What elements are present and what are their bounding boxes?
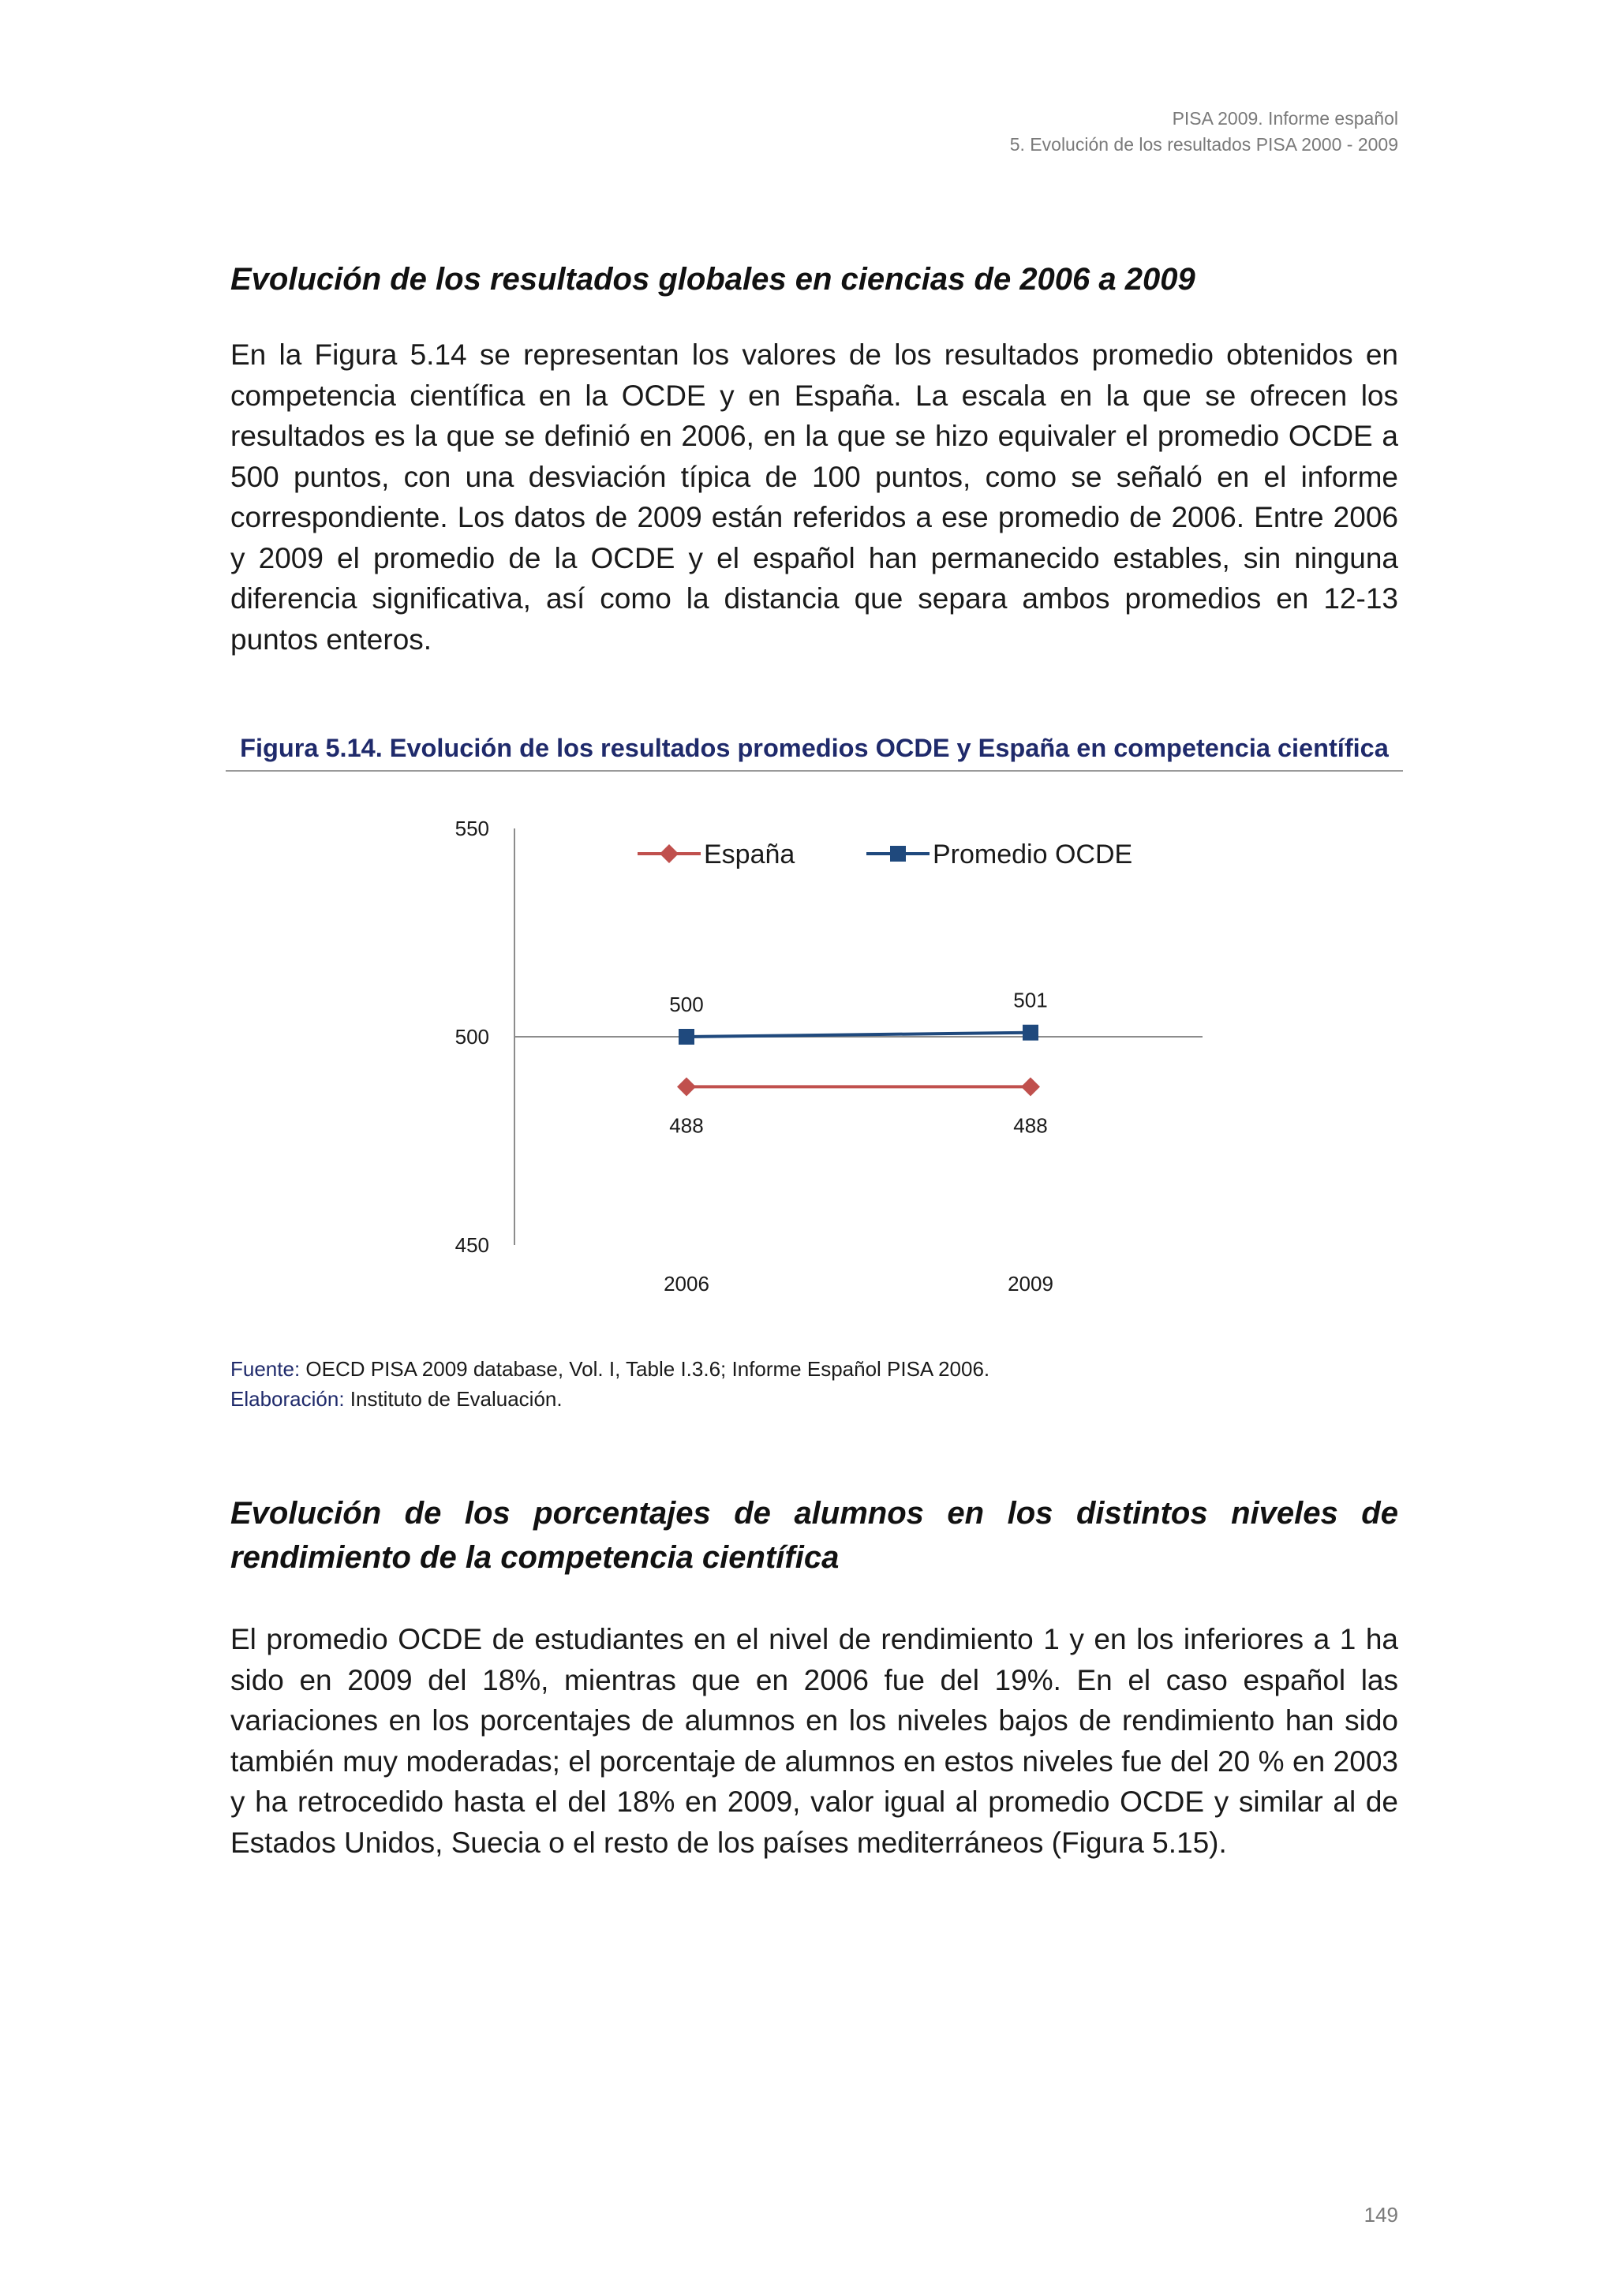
- section-heading-ciencias: Evolución de los resultados globales en ciencias de 2006 a 2009: [230, 262, 1195, 297]
- legend-label-espana: España: [704, 839, 795, 869]
- elaboration-text: Instituto de Evaluación.: [344, 1387, 563, 1411]
- body-paragraph-1: En la Figura 5.14 se representan los valores de los resultados promedio obtenidos en competencia científica en la OCDE y en España. La escala en la que se ofrecen los resultados es la que se definió en 2006, en la que se hizo equivaler el promedio OCDE a 500 puntos, con una desviación típica de 100 puntos, como se señaló en el informe correspondiente. Los datos de 2009 están referidos a ese promedio de 2006. Entre 2006 y 2009 el promedio de la OCDE y el español han permanecido estables, sin ninguna diferencia significativa, así como la distancia que separa ambos promedios en 12-13 puntos enteros.: [230, 338, 1398, 656]
- data-point-espana: [677, 1077, 696, 1096]
- legend-label-ocde: Promedio OCDE: [933, 839, 1133, 869]
- source-label: Fuente:: [230, 1357, 301, 1381]
- data-point-ocde: [1023, 1025, 1038, 1041]
- y-tick-label: 450: [454, 1233, 489, 1257]
- data-label-espana: 488: [669, 1113, 704, 1138]
- page-number: 149: [1364, 2203, 1398, 2227]
- legend-marker-ocde: [890, 846, 906, 862]
- section-heading-niveles: Evolución de los porcentajes de alumnos en los distintos niveles de rendimiento de la competencia científica: [230, 1496, 1398, 1575]
- legend-marker-espana: [660, 844, 679, 863]
- data-point-ocde: [679, 1029, 694, 1045]
- x-tick-label: 2009: [1008, 1272, 1053, 1296]
- y-tick-label: 500: [454, 1025, 489, 1049]
- y-tick-label: 550: [454, 817, 489, 840]
- x-tick-label: 2006: [664, 1272, 709, 1296]
- elaboration-label: Elaboración:: [230, 1387, 345, 1411]
- data-label-ocde: 500: [669, 993, 704, 1016]
- data-point-espana: [1021, 1077, 1040, 1096]
- header-report-title: PISA 2009. Informe español: [1172, 108, 1398, 129]
- figure-source: [230, 1354, 989, 1414]
- source-text: OECD PISA 2009 database, Vol. I, Table I.3.6; Informe Español PISA 2006.: [300, 1357, 990, 1381]
- header-chapter-title: 5. Evolución de los resultados PISA 2000 - 2009: [1009, 134, 1398, 155]
- figure-title: Figura 5.14. Evolución de los resultados promedios OCDE y España en competencia científica: [226, 731, 1403, 772]
- body-paragraph-2: El promedio OCDE de estudiantes en el nivel de rendimiento 1 y en los inferiores a 1 ha sido en 2009 del 18%, mientras que en 2006 fue del 19%. En el caso español las variaciones en los porcentajes de alumnos en los niveles bajos de rendimiento han sido también muy moderadas; el porcentaje de alumnos en estos niveles fue del 20 % en 2003 y ha retrocedido hasta el del 18% en 2009, valor igual al promedio OCDE y similar al de Estados Unidos, Suecia o el resto de los países mediterráneos (Figura 5.15).: [230, 1623, 1398, 1859]
- data-label-espana: 488: [1013, 1113, 1048, 1138]
- data-label-ocde: 501: [1013, 988, 1048, 1012]
